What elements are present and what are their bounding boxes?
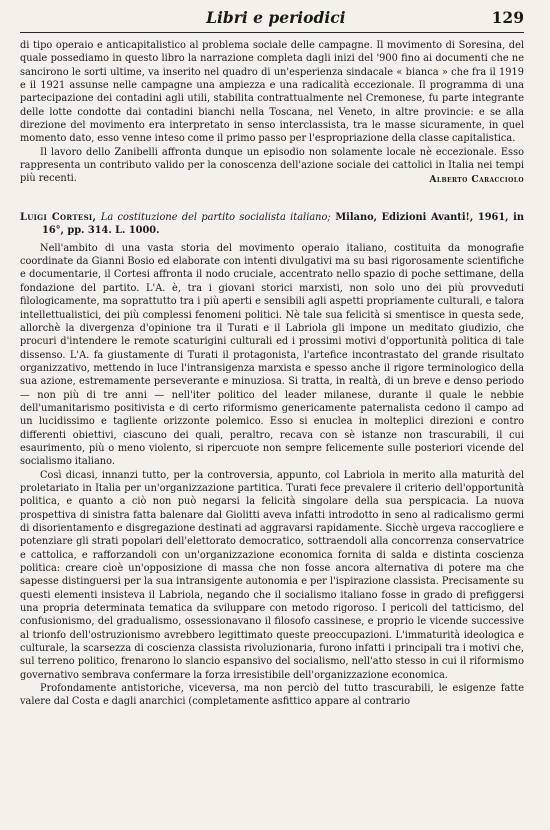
paragraph: Il lavoro dello Zanibelli affronta dunque un episodio non solamente locale nè eccezionale. Esso rappresenta un contributo valido per la conoscenza dell'azione sociale dei cattolici in Italia nei tempi più recenti. — [20, 146, 524, 185]
paragraph: Profondamente antistoriche, viceversa, ma non perciò del tutto trascurabili, le esigenze fatte valere dal Costa e dagli anarchici (completamente asfittico appare al contrario — [20, 683, 524, 708]
page-number: 129 — [491, 8, 524, 27]
book-title: La costituzione del partito socialista italiano; — [100, 211, 331, 223]
book-author: Luigi Cortesi, — [20, 211, 97, 223]
paragraph: di tipo operaio e anticapitalistico al problema sociale delle campagne. Il movimento di Soresina, del quale possediamo in questo libro la narrazione completa dagli inizi del '900 fino ai documenti che ne sancirono le sorti ultime, va inserito nel quadro di un'esperienza sindacale « bianca » che fra il 1919 e il 1921 assunse nelle campagne una ampiezza e una radicalità eccezionale. Il programma di una partecipazione dei contadini agli utili, stabilita contrattualmente nel Cremonese, fu parte integrante delle lotte condotte dai contadini bianchi nella Toscana, nel Veneto, in altre provincie: e se alla direzione del movimento era interpretato in senso interclassista, tra le masse sicuramente, in quel momento dato, esso venne inteso come il primo passo per l'espropriazione della classe capitalistica. — [20, 40, 524, 145]
paragraph: Così dicasi, innanzi tutto, per la controversia, appunto, col Labriola in merito alla maturità del proletariato in Italia per un'organizzazione partitica. Turati fece prevalere il criterio dell'opportunità politica, e quanto a ciò non può negarsi la felicità singolare della sua perspicacia. La nuova prospettiva di sinistra fatta balenare dal Giolitti aveva infatti introdotto in seno al radicalismo germi di disorientamento e disgregazione destinati ad aggravarsi rapidamente. Sicchè urgeva raccogliere e potenziare gli strati popolari dell'elettorato democratico, sottraendoli alla concorrenza conservatrice e cattolica, e rafforzandoli con un'organizzazione economica fornita di salda e distinta coscienza politica: creare cioè un'opposizione di massa che non fosse ancora alternativa di potere ma che sapesse distinguersi per la sua intransigente autonomia e per l'ispirazione classista. Precisamente su questi elementi insisteva il Labriola, negando che il socialismo italiano fosse in grado di prefiggersi una propria determinata tematica da sviluppare con metodo rigoroso. I pericoli del tatticismo, del confusionismo, del gradualismo, ossessionavano il filosofo cassinese, e proprio le vicende successive al trionfo dell'ostruzionismo avrebbero legittimato queste preoccupazioni. L'immaturità ideologica e culturale, la scarsezza di coscienza classista rivoluzionaria, furono infatti i principali tra i motivi che, sul terreno politico, frenarono lo slancio espansivo del socialismo, nell'atto stesso in cui il riformismo governativo sembrava confermare la forza irresistibile dell'organizzazione economica. — [20, 469, 524, 681]
review-body — [20, 242, 524, 709]
running-header — [20, 0, 524, 33]
paragraph: Nell'ambito di una vasta storia del movimento operaio italiano, costituita da monografie coordinate da Gianni Bosio ed elaborate con intenti divulgativi ma su basi rigorosamente scientifiche e documentarie, il Cortesi affronta il nodo cruciale, accentrato nello spazio di poche settimane, della fondazione del partito. L'A. è, tra i giovani storici marxisti, non solo uno dei più provveduti filologicamente, ma soprattutto tra i più aperti e sensibili agli aspetti propriamente culturali, e talora intellettualistici, dei più complessi fenomeni politici. Nè tale sua felicità si smentisce in questa sede, allorchè la divergenza d'opinione tra il Turati e il Labriola gli impone un meditato giudizio, che procuri d'intendere le remote scaturigini culturali ed i prossimi motivi d'opportunità politica di tale dissenso. L'A. fa giustamente di Turati il protagonista, l'artefice incontrastato del grande risultato organizzativo, mettendo in luce l'intransigenza marxista e spesso anche il rigore terminologico della sua azione, estremamente perseverante e minuziosa. Si tratta, in realtà, di un breve e denso periodo — non più di tre anni — nell'iter politico del leader milanese, durante il quale le nebbie dell'umanitarismo positivista e di certo riformismo genericamente paternalista cedono il campo ad un lucidissimo e tagliente orizzonte polemico. Esso si enuclea in molteplici direzioni e contro differenti obiettivi, ciascuno dei quali, peraltro, recava con sè istanze non trascurabili, il cui esaurimento, più o meno violento, si ripercuote non sempre felicemente sulle posteriori vicende del socialismo italiano. — [20, 242, 524, 468]
book-publisher: Milano, Edizioni Avanti!, 1961, in 16°, pp. 314. L. 1000. — [42, 211, 525, 237]
review-signature: Alberto Caracciolo — [429, 173, 524, 185]
running-title: Libri e periodici — [206, 8, 346, 27]
review-bibliographic-heading — [20, 211, 524, 238]
previous-review-tail — [20, 39, 524, 186]
